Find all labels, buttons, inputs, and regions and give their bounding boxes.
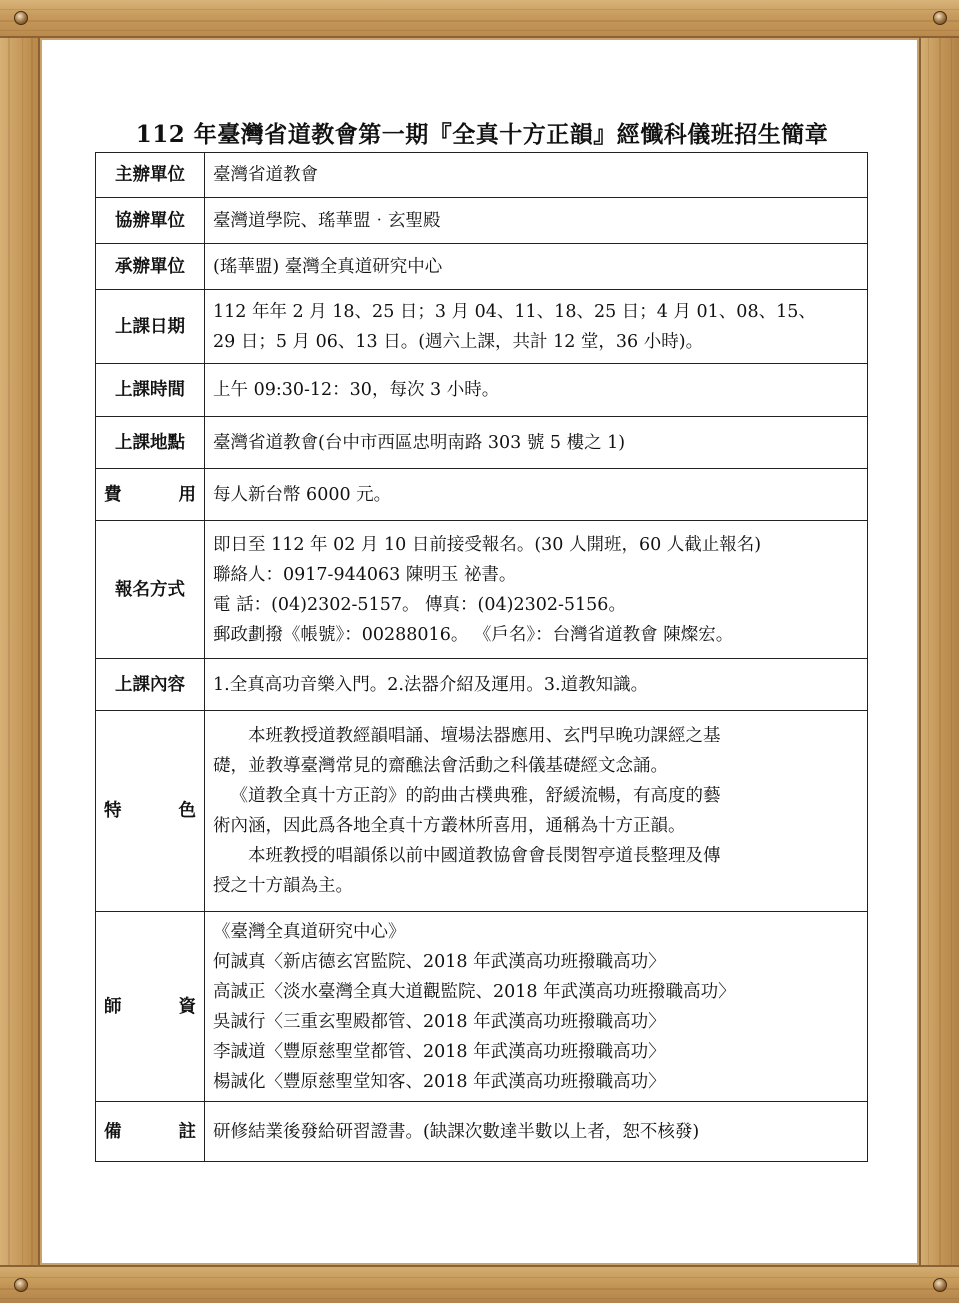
nail-icon (933, 11, 947, 25)
nail-icon (14, 11, 28, 25)
text-line: 本班教授道教經韻唱誦、壇場法器應用、玄門早晚功課經之基 (248, 726, 721, 746)
label-char: 色 (178, 801, 196, 821)
table-row (96, 711, 868, 912)
row-value: 臺灣道學院、瑤華盟‧玄聖殿 (205, 198, 868, 244)
row-label (96, 912, 205, 1102)
row-label: 主辦單位 (96, 153, 205, 198)
table-row (96, 364, 868, 417)
row-label: 協辦單位 (96, 198, 205, 244)
frame-left (0, 0, 40, 1303)
row-value: (瑤華盟) 臺灣全真道研究中心 (205, 244, 868, 290)
row-value: 研修結業後發給研習證書。(缺課次數達半數以上者，恕不核發) (205, 1102, 868, 1162)
label-char: 特 (104, 801, 122, 821)
text-line: 何誠真〈新店德玄宮監院、2018 年武漢高功班撥職高功〉 (213, 951, 666, 972)
text-line: 電 話：(04)2302-5157。 傳真：(04)2302-5156。 (213, 594, 626, 615)
text-line: 《臺灣全真道研究中心》 (213, 921, 406, 942)
info-table (95, 152, 868, 1162)
document-title: 112 年臺灣省道教會第一期『全真十方正韻』經懺科儀班招生簡章 (135, 121, 829, 148)
table-row (96, 153, 868, 198)
row-label (96, 469, 205, 521)
text-line: 楊誠化〈豐原慈聖堂知客、2018 年武漢高功班撥職高功〉 (213, 1071, 666, 1092)
table-row (96, 912, 868, 1102)
text-line: 本班教授的唱韻係以前中國道教協會會長閔智亭道長整理及傳 (248, 846, 721, 866)
text-line: 29 日；5 月 06、13 日。(週六上課，共計 12 堂，36 小時)。 (213, 331, 704, 352)
text-line: 吳誠行〈三重玄聖殿都管、2018 年武漢高功班撥職高功〉 (213, 1011, 666, 1032)
nail-icon (14, 1278, 28, 1292)
row-value (205, 290, 868, 364)
frame-bottom (0, 1265, 959, 1303)
text-line: 授之十方韻為主。 (213, 876, 353, 896)
row-value: 每人新台幣 6000 元。 (205, 469, 868, 521)
label-char: 費 (104, 484, 122, 505)
row-label: 上課時間 (96, 364, 205, 417)
table-row (96, 521, 868, 659)
table-row (96, 469, 868, 521)
row-label: 上課地點 (96, 417, 205, 469)
table-row (96, 417, 868, 469)
row-value: 上午 09:30-12：30，每次 3 小時。 (205, 364, 868, 417)
table-row (96, 244, 868, 290)
table-row (96, 659, 868, 711)
text-line: 術內涵，因此爲各地全真十方叢林所喜用，通稱為十方正韻。 (213, 816, 686, 836)
text-line: 《道教全真十方正韵》的韵曲古樸典雅，舒緩流暢，有高度的藝 (230, 786, 721, 806)
text-line: 高誠正〈淡水臺灣全真大道觀監院、2018 年武漢高功班撥職高功〉 (213, 981, 736, 1002)
row-label: 上課內容 (96, 659, 205, 711)
text-line: 112 年年 2 月 18、25 日；3 月 04、11、18、25 日；4 月 01、08、15、 (213, 301, 816, 322)
row-value (205, 711, 868, 912)
row-value (205, 521, 868, 659)
label-char: 註 (178, 1121, 196, 1142)
text-line: 聯絡人：0917-944063 陳明玉 祕書。 (213, 564, 517, 585)
row-label: 上課日期 (96, 290, 205, 364)
row-value: 臺灣省道教會 (205, 153, 868, 198)
label-char: 師 (104, 996, 122, 1017)
row-label: 報名方式 (96, 521, 205, 659)
table-row (96, 1102, 868, 1162)
label-char: 用 (178, 484, 196, 505)
row-value: 臺灣省道教會(台中市西區忠明南路 303 號 5 樓之 1) (205, 417, 868, 469)
frame-top (0, 0, 959, 38)
frame-right (919, 0, 959, 1303)
row-value (205, 912, 868, 1102)
table-row (96, 198, 868, 244)
text-line: 礎，並教導臺灣常見的齋醮法會活動之科儀基礎經文念誦。 (213, 756, 668, 776)
row-label (96, 1102, 205, 1162)
text-line: 即日至 112 年 02 月 10 日前接受報名。(30 人開班，60 人截止報名) (213, 534, 762, 555)
row-value: 1.全真高功音樂入門。2.法器介紹及運用。3.道教知識。 (205, 659, 868, 711)
table-row (96, 290, 868, 364)
label-char: 備 (104, 1121, 122, 1142)
label-char: 資 (178, 996, 196, 1017)
row-label (96, 711, 205, 912)
text-line: 李誠道〈豐原慈聖堂都管、2018 年武漢高功班撥職高功〉 (213, 1041, 666, 1062)
row-label: 承辦單位 (96, 244, 205, 290)
text-line: 郵政劃撥《帳號》：00288016。 《戶名》：台灣省道教會 陳燦宏。 (213, 624, 734, 645)
nail-icon (933, 1278, 947, 1292)
